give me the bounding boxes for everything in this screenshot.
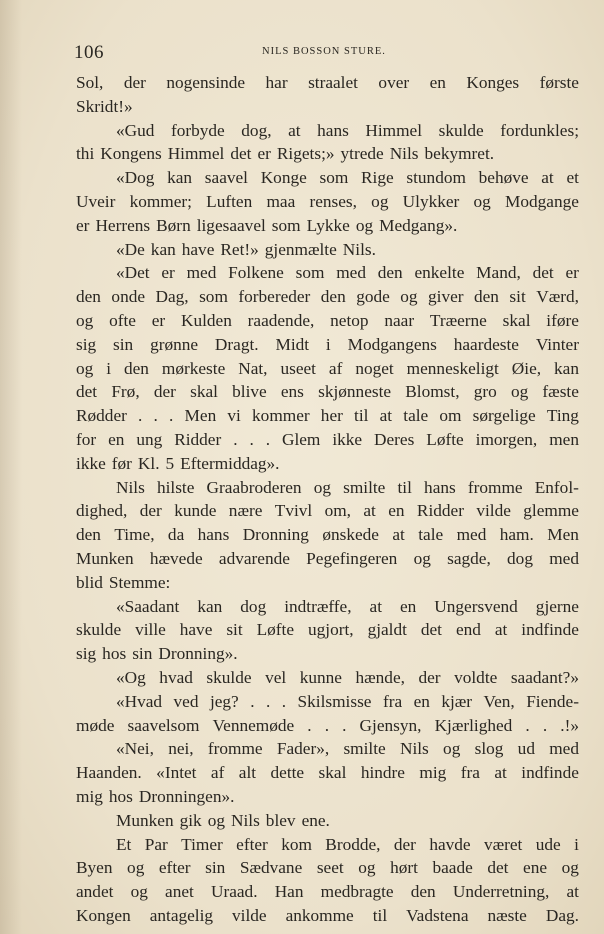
body-text [76,71,579,928]
text-line: sig hos sin Dronning». [76,644,238,664]
page-header [74,42,582,66]
page-number: 106 [74,42,104,63]
text-line: Uveir kommer; Luften maa renses, og Ulykker og Modgange [76,191,579,211]
text-line: Skridt!» [76,96,133,116]
text-line: «Og hvad skulde vel kunne hænde, der voldte saadant?» [116,667,579,687]
text-line: Rødder . . . Men vi kommer her til at tale om sørgelige Ting [76,406,579,426]
text-line: Kongen antagelig vilde ankomme til Vadstena næste Dag. [76,905,579,925]
text-line: blid Stemme: [76,572,171,592]
text-line: thi Kongens Himmel det er Rigets;» ytrede Nils bekymret. [76,144,495,164]
text-line: andet og anet Uraad. Han medbragte den Underretning, at [76,882,579,902]
text-line: Haanden. «Intet af alt dette skal hindre mig fra at indfinde [76,763,579,783]
text-line: «Gud forbyde dog, at hans Himmel skulde fordunkles; [116,120,579,140]
text-line: den onde Dag, som forbereder den gode og giver den sit Værd, [76,287,579,307]
text-line: skulde ville have sit Løfte ugjort, gjaldt det end at indfinde [76,620,579,640]
text-line: Byen og efter sin Sædvane seet og hørt baade det ene og [76,858,579,878]
text-line: for en ung Ridder . . . Glem ikke Deres Løfte imorgen, men [76,429,579,449]
text-line: «Nei, nei, fromme Fader», smilte Nils og slog ud med [116,739,579,759]
running-head: NILS BOSSON STURE. [262,46,386,57]
text-line: sig sin grønne Dragt. Midt i Modgangens haardeste Vinter [76,334,579,354]
spine-shadow [0,0,22,934]
text-line: ikke før Kl. 5 Eftermiddag». [76,453,280,473]
text-line: mig hos Dronningen». [76,786,235,806]
text-line: «Dog kan saavel Konge som Rige stundom behøve at et [116,168,579,188]
text-line: og ofte er Kulden raadende, netop naar Træerne skal iføre [76,310,579,330]
text-line: og i den mørkeste Nat, useet af noget menneskeligt Øie, kan [76,358,579,378]
text-line: den Time, da hans Dronning ønskede at tale med ham. Men [76,525,579,545]
text-line: «Hvad ved jeg? . . . Skilsmisse fra en kjær Ven, Fiende- [116,691,579,711]
text-line: Munken hævede advarende Pegefingeren og sagde, dog med [76,548,579,568]
text-line: Et Par Timer efter kom Brodde, der havde været ude i [116,834,579,854]
text-line: «De kan have Ret!» gjenmælte Nils. [116,239,376,259]
text-line: er Herrens Børn ligesaavel som Lykke og Medgang». [76,215,458,235]
text-line: Sol, der nogensinde har straalet over en Konges første [76,73,579,92]
text-line: «Saadant kan dog indtræffe, at en Ungersvend gjerne [116,596,579,616]
text-line: «Det er med Folkene som med den enkelte Mand, det er [116,263,579,283]
text-line: dighed, der kunde nære Tvivl om, at en Ridder vilde glemme [76,501,579,521]
text-line: Nils hilste Graabroderen og smilte til hans fromme Enfol- [116,477,579,497]
text-line: Munken gik og Nils blev ene. [116,810,330,830]
text-line: det Frø, der skal blive ens skjønneste Blomst, gro og fæste [76,382,579,402]
text-line: møde saavelsom Vennemøde . . . Gjensyn, Kjærlighed . . .!» [76,715,579,735]
